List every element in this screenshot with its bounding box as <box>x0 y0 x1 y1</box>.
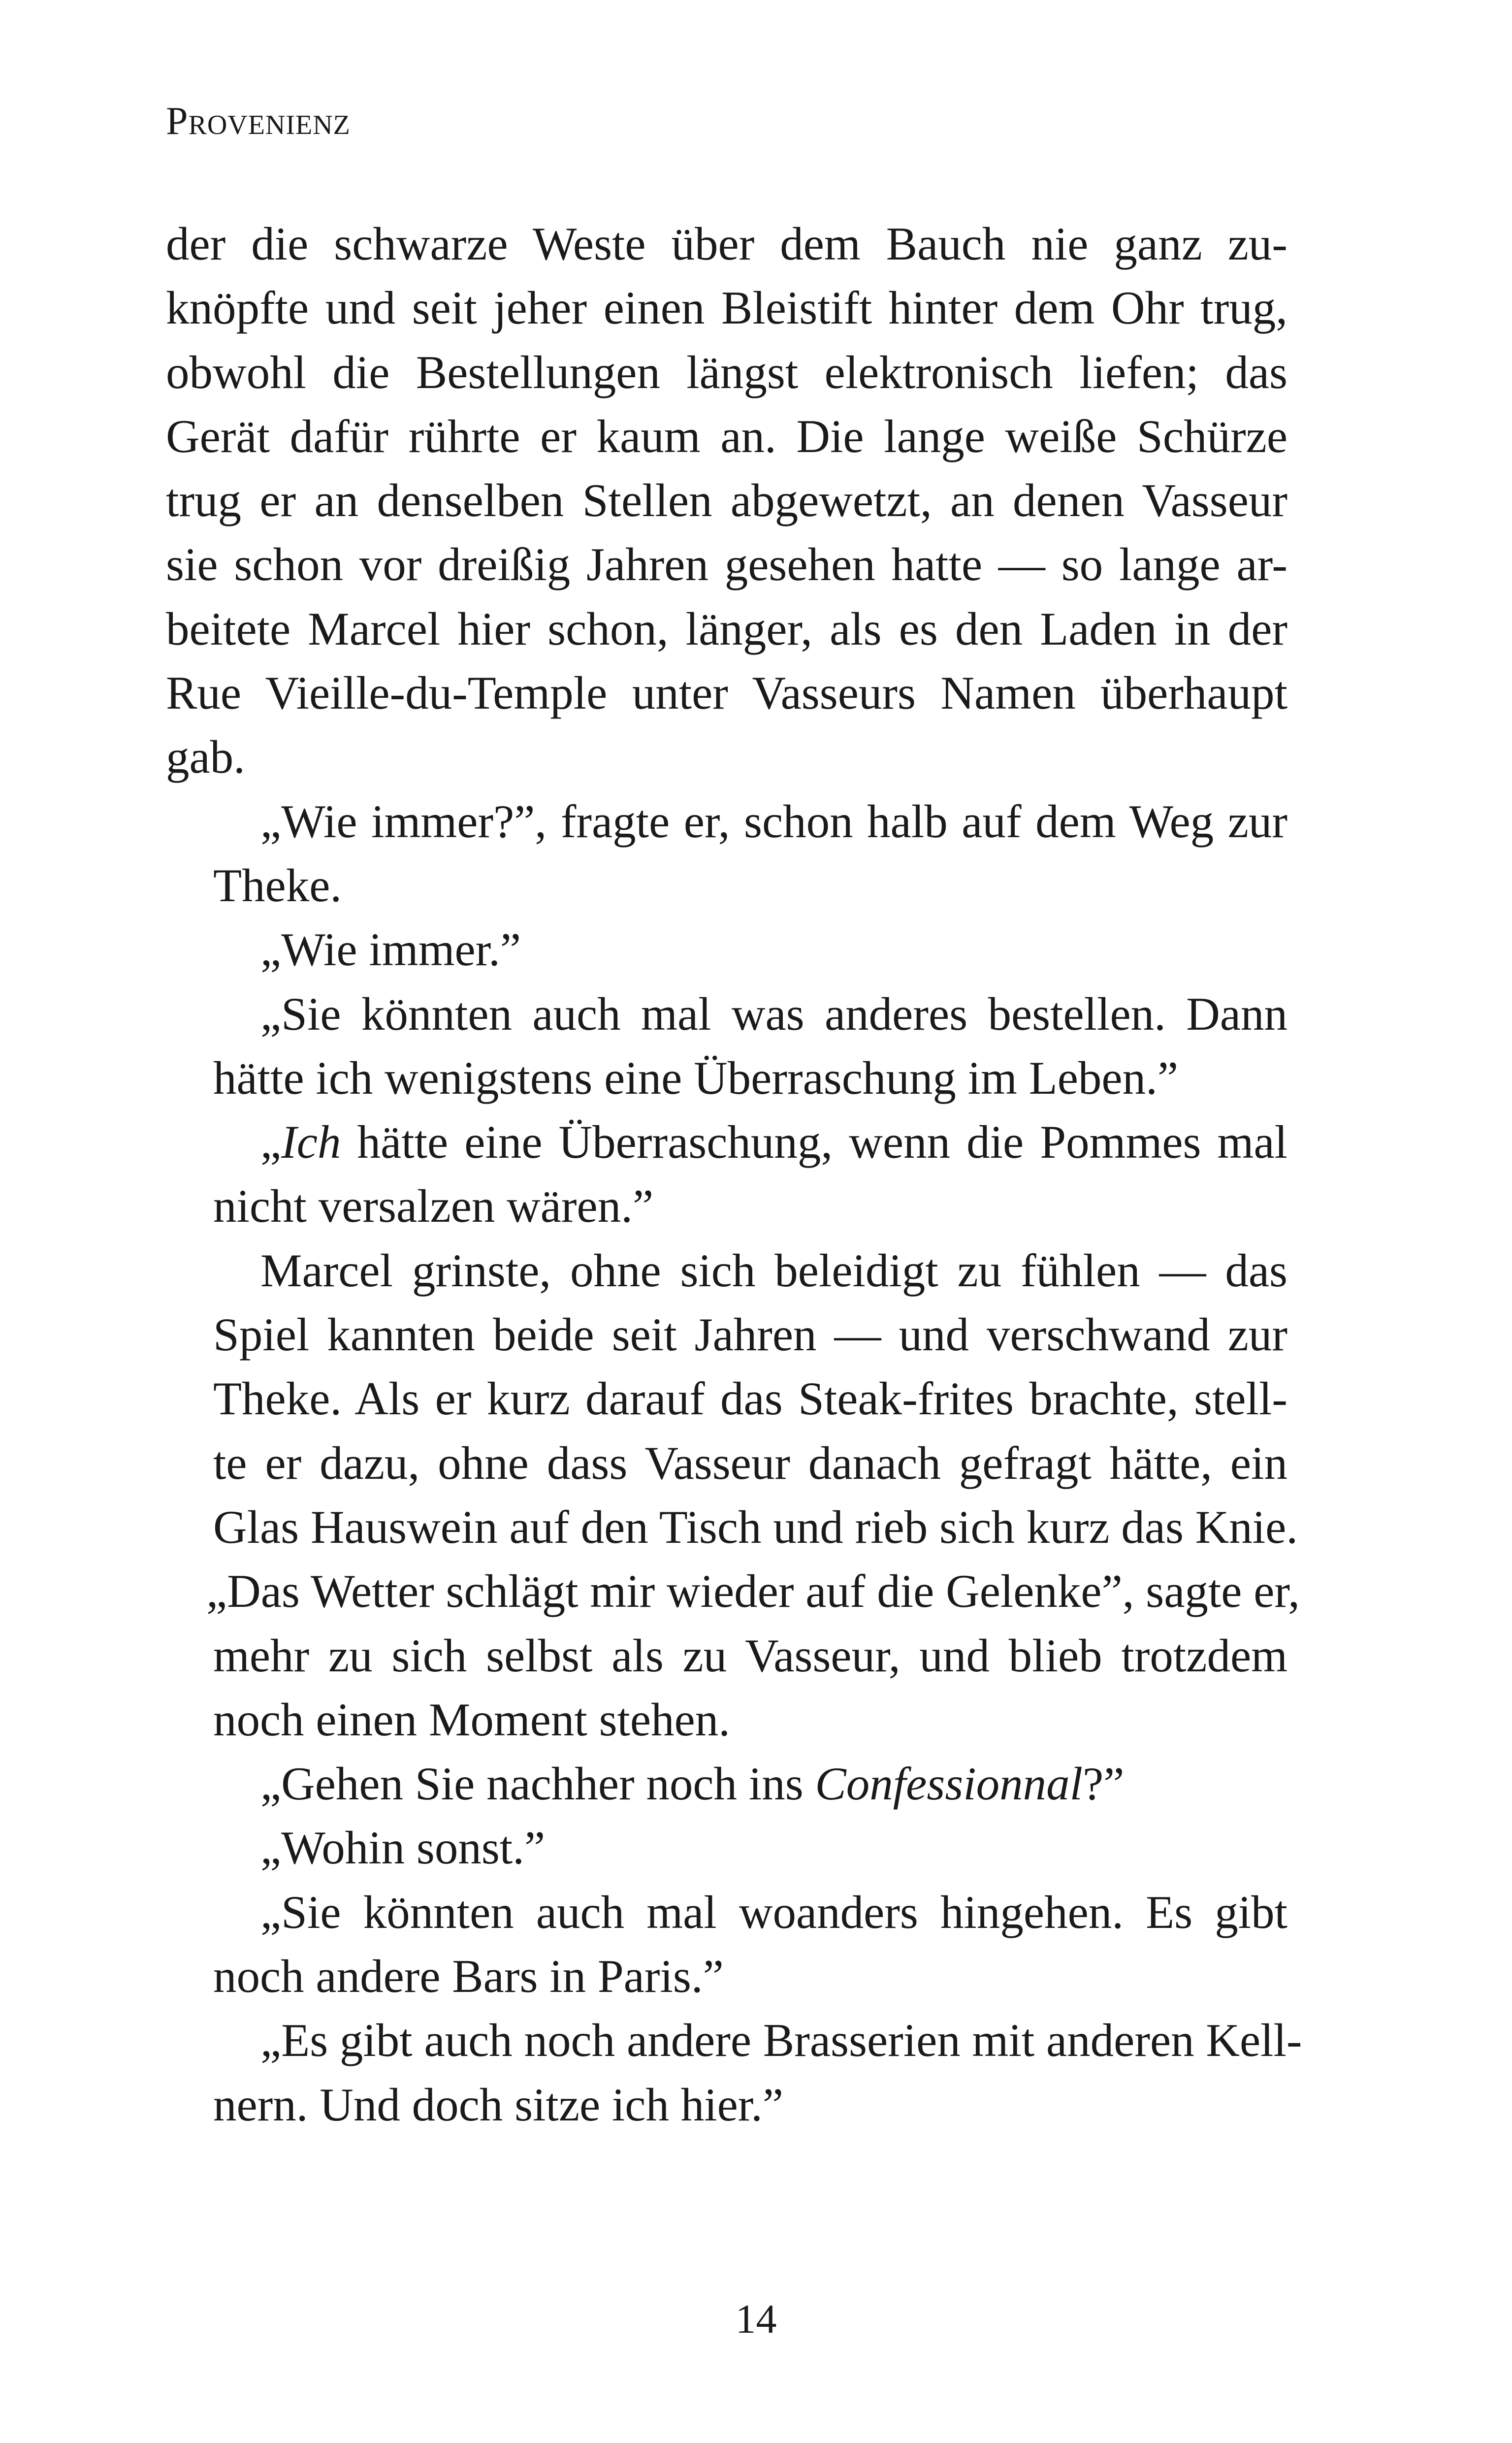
paragraph <box>166 1880 1287 2009</box>
text-line: „Wie immer?”, fragte er, schon halb auf dem Weg zur <box>260 795 1287 847</box>
text-run: ?” <box>1083 1758 1125 1810</box>
text-line: nicht versalzen wären.” <box>213 1180 654 1233</box>
running-head: Provenienz <box>166 99 351 143</box>
text-line <box>166 1110 1287 1174</box>
paragraph <box>166 1238 1300 1752</box>
page-number: 14 <box>735 2296 777 2342</box>
text-line: knöpfte und seit jeher einen Bleistift hinter dem Ohr trug, <box>166 282 1287 334</box>
text-line: Glas Hauswein auf den Tisch und rieb sich kurz das Knie. <box>213 1500 1298 1553</box>
text-line: beitete Marcel hier schon, länger, als es den Laden in der <box>166 602 1287 655</box>
text-line: Theke. <box>213 859 342 912</box>
text-line: te er dazu, ohne dass Vasseur danach gefragt hätte, ein <box>213 1436 1287 1489</box>
text-line: obwohl die Bestellungen längst elektronisch liefen; das <box>166 346 1287 398</box>
text-run: „Gehen Sie nachher noch ins <box>260 1758 815 1810</box>
text-line: Marcel grinste, ohne sich beleidigt zu fühlen — das <box>260 1244 1287 1297</box>
text-line <box>166 1752 1287 1816</box>
paragraph <box>166 982 1287 1110</box>
paragraph <box>166 917 1287 981</box>
paragraph <box>166 1816 1287 1880</box>
text-line: der die schwarze Weste über dem Bauch nie ganz zu- <box>166 218 1287 270</box>
text-line: nern. Und doch sitze ich hier.” <box>213 2078 784 2131</box>
body-text <box>166 212 1302 2137</box>
text-line: trug er an denselben Stellen abgewetzt, an denen Vasseur <box>166 474 1287 527</box>
text-line: „Wohin sonst.” <box>260 1822 546 1874</box>
text-line: sie schon vor dreißig Jahren gesehen hatte — so lange ar- <box>166 538 1287 591</box>
text-run: hätte eine Überraschung, wenn die Pommes mal <box>341 1116 1287 1169</box>
paragraph <box>166 1752 1287 1816</box>
text-line: Spiel kannten beide seit Jahren — und verschwand zur <box>213 1308 1287 1361</box>
emphasis: Confessionnal <box>815 1758 1083 1810</box>
paragraph <box>166 2008 1302 2137</box>
text-line: noch andere Bars in Paris.” <box>213 1950 724 2003</box>
paragraph <box>166 789 1287 918</box>
text-line: hätte ich wenigstens eine Überraschung im Leben.” <box>213 1051 1178 1104</box>
text-line: „Sie könnten auch mal woanders hingehen. Es gibt <box>260 1886 1287 1938</box>
text-line: Theke. Als er kurz darauf das Steak-frites brachte, stell- <box>213 1372 1287 1425</box>
text-line: „Das Wetter schlägt mir wieder auf die Gelenke”, sagte er, <box>206 1565 1300 1618</box>
paragraph <box>166 1110 1287 1238</box>
text-line: „Es gibt auch noch andere Brasserien mit anderen Kell- <box>260 2014 1302 2067</box>
text-line: Gerät dafür rührte er kaum an. Die lange weiße Schürze <box>166 410 1287 462</box>
text-line: gab. <box>166 731 245 783</box>
quote-mark: „ <box>260 1116 282 1169</box>
paragraph <box>166 212 1287 789</box>
text-line: mehr zu sich selbst als zu Vasseur, und blieb trotzdem <box>213 1629 1287 1682</box>
text-line: Rue Vieille-du-Temple unter Vasseurs Namen überhaupt <box>166 667 1287 719</box>
emphasis: Ich <box>281 1116 341 1169</box>
text-line: „Wie immer.” <box>260 923 521 976</box>
text-line: noch einen Moment stehen. <box>213 1693 731 1746</box>
text-line: „Sie könnten auch mal was anderes bestellen. Dann <box>260 987 1287 1040</box>
